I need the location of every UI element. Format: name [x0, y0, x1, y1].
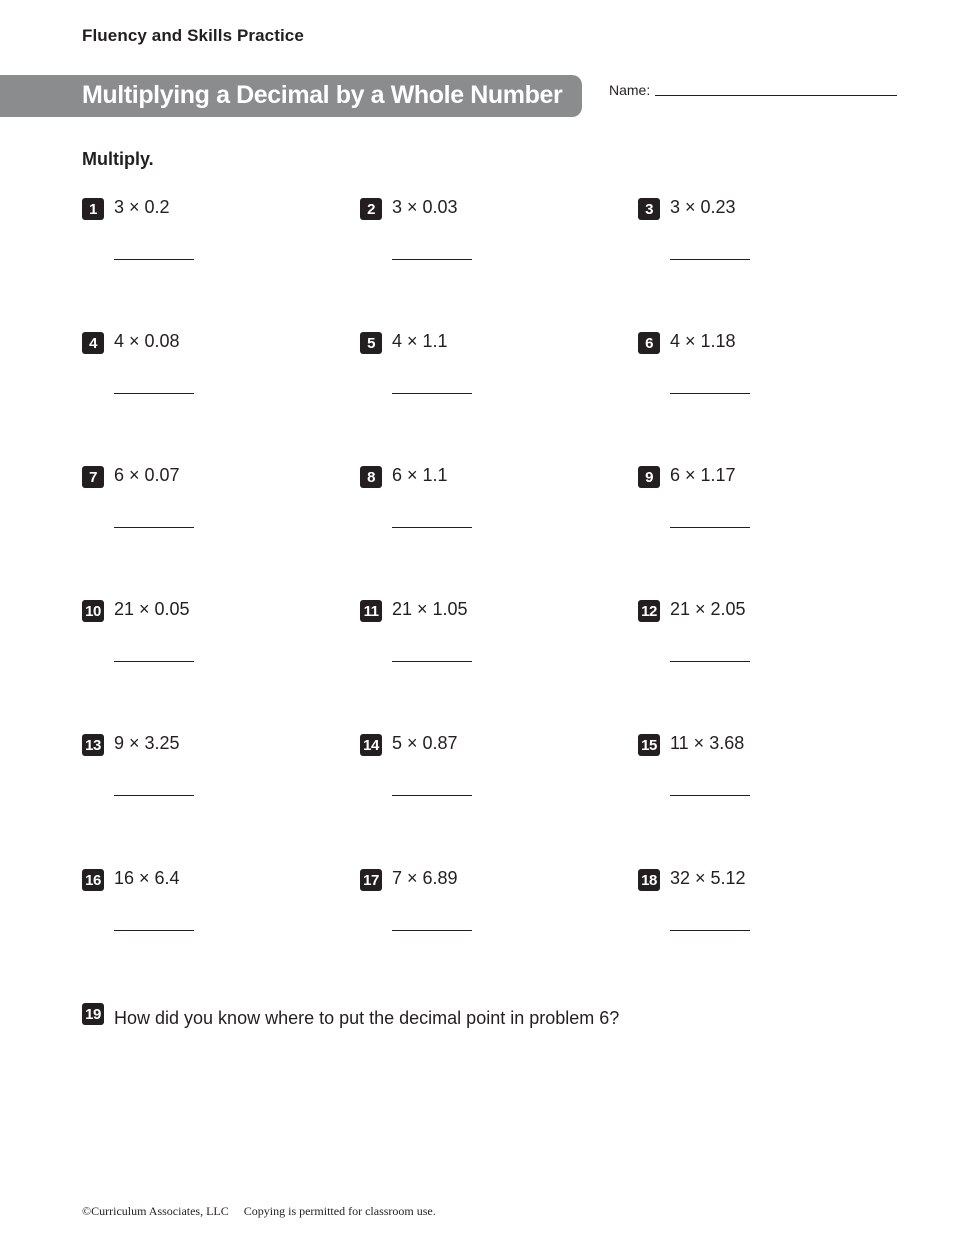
problem-item [360, 332, 600, 412]
answer-blank[interactable] [392, 930, 472, 931]
answer-blank[interactable] [114, 795, 194, 796]
problem-expression: 21 × 1.05 [392, 599, 468, 619]
problem-expression: 9 × 3.25 [114, 733, 180, 753]
problem-number-badge: 15 [638, 734, 660, 756]
problem-expression: 3 × 0.23 [670, 197, 736, 217]
answer-blank[interactable] [392, 661, 472, 662]
name-label: Name: [609, 82, 651, 98]
answer-blank[interactable] [392, 527, 472, 528]
problem-item [360, 198, 600, 278]
problem-item [82, 869, 322, 949]
problem-number-badge: 12 [638, 600, 660, 622]
problem-number-badge: 4 [82, 332, 104, 354]
answer-blank[interactable] [114, 930, 194, 931]
problem-item [638, 198, 878, 278]
problem-item [638, 600, 878, 680]
problem-expression: 11 × 3.68 [670, 733, 745, 753]
name-field[interactable] [655, 95, 897, 96]
copyright-text: ©Curriculum Associates, LLC [82, 1204, 229, 1218]
question-text: How did you know where to put the decimal point in problem 6? [114, 1008, 620, 1028]
problem-item [360, 466, 600, 546]
problem-number-badge: 16 [82, 869, 104, 891]
problem-number-badge: 9 [638, 466, 660, 488]
answer-blank[interactable] [670, 661, 750, 662]
title-banner [0, 75, 582, 117]
permission-text: Copying is permitted for classroom use. [243, 1204, 436, 1218]
problem-item [638, 466, 878, 546]
answer-blank[interactable] [114, 393, 194, 394]
instruction: Multiply. [82, 149, 154, 169]
problem-expression: 5 × 0.87 [392, 733, 458, 753]
problem-expression: 4 × 1.1 [392, 331, 448, 351]
answer-blank[interactable] [392, 393, 472, 394]
problem-item [82, 198, 322, 278]
problem-expression: 4 × 0.08 [114, 331, 180, 351]
problem-item [360, 600, 600, 680]
problem-number-badge: 14 [360, 734, 382, 756]
problem-expression: 7 × 6.89 [392, 868, 458, 888]
answer-blank[interactable] [670, 393, 750, 394]
answer-blank[interactable] [670, 259, 750, 260]
answer-blank[interactable] [670, 527, 750, 528]
problem-expression: 6 × 1.17 [670, 465, 736, 485]
answer-blank[interactable] [392, 259, 472, 260]
problem-number-badge: 17 [360, 869, 382, 891]
problem-item [638, 869, 878, 949]
problem-number-badge: 5 [360, 332, 382, 354]
problem-expression: 6 × 0.07 [114, 465, 180, 485]
answer-blank[interactable] [114, 259, 194, 260]
problem-item [638, 734, 878, 814]
answer-blank[interactable] [392, 795, 472, 796]
problem-number-badge: 1 [82, 198, 104, 220]
problem-item [82, 466, 322, 546]
answer-blank[interactable] [114, 527, 194, 528]
problem-expression: 3 × 0.03 [392, 197, 458, 217]
problem-item [638, 332, 878, 412]
worksheet-title: Multiplying a Decimal by a Whole Number [82, 81, 563, 109]
problem-number-badge: 13 [82, 734, 104, 756]
problem-expression: 4 × 1.18 [670, 331, 736, 351]
problem-number-badge: 3 [638, 198, 660, 220]
problem-expression: 16 × 6.4 [114, 868, 180, 888]
series-label: Fluency and Skills Practice [82, 26, 304, 45]
problem-item [82, 600, 322, 680]
problem-item [360, 869, 600, 949]
problem-number-badge: 6 [638, 332, 660, 354]
question-19 [82, 1003, 882, 1033]
problem-item [82, 734, 322, 814]
problem-number-badge: 8 [360, 466, 382, 488]
problem-expression: 21 × 2.05 [670, 599, 746, 619]
problem-number-badge: 7 [82, 466, 104, 488]
problem-number-badge: 2 [360, 198, 382, 220]
footer [82, 1204, 436, 1219]
problem-expression: 3 × 0.2 [114, 197, 170, 217]
answer-blank[interactable] [670, 930, 750, 931]
problem-item [360, 734, 600, 814]
problem-expression: 6 × 1.1 [392, 465, 448, 485]
problem-expression: 32 × 5.12 [670, 868, 746, 888]
problem-expression: 21 × 0.05 [114, 599, 190, 619]
problem-number-badge: 11 [360, 600, 382, 622]
answer-blank[interactable] [670, 795, 750, 796]
problem-number-badge: 10 [82, 600, 104, 622]
problem-number-badge: 18 [638, 869, 660, 891]
problem-item [82, 332, 322, 412]
answer-blank[interactable] [114, 661, 194, 662]
problem-number-badge: 19 [82, 1003, 104, 1025]
